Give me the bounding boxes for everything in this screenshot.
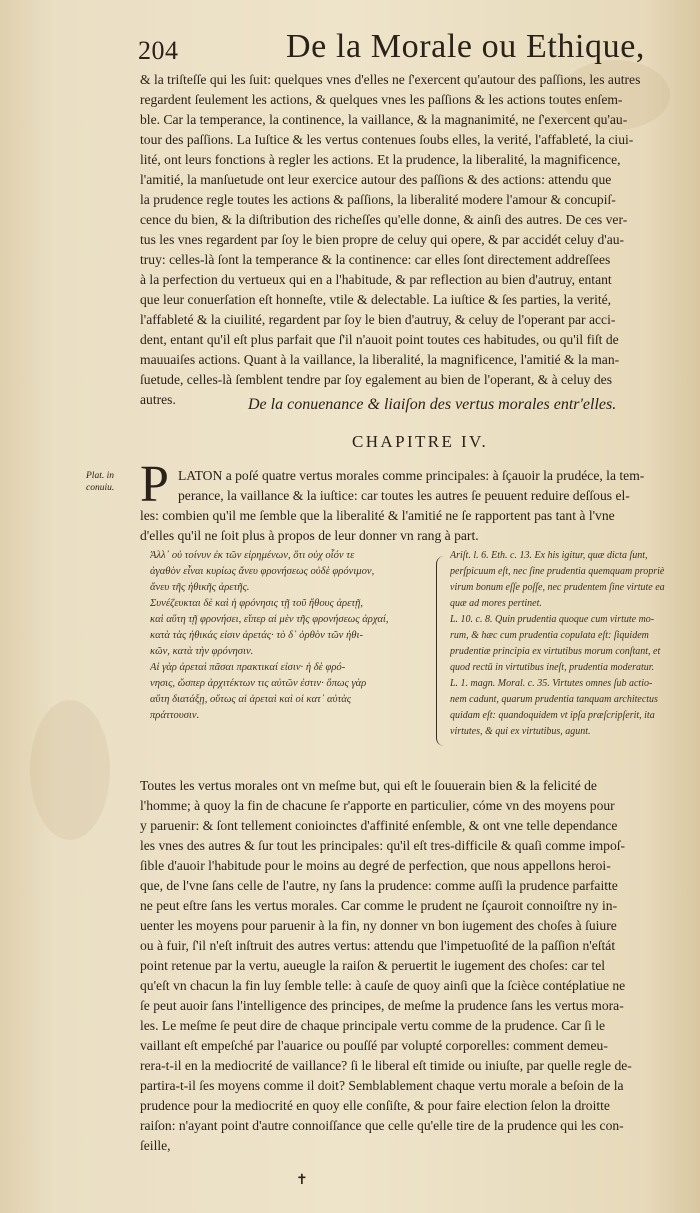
text-line: qu'eſt vn chacun la fin luy ſemble telle: à cauſe de quoy ainſi que la ſcièce contéplatiue ne	[140, 978, 626, 993]
text-line: Συνέζευκται δὲ καὶ ἡ φρόνησις τῇ τοῦ ἤθους ἀρετῇ,	[150, 598, 363, 609]
text-line: ne peut eſtre ſans les vertus morales. Car comme le prudent ne ſçauroit connoiſtre ny in-	[140, 898, 618, 913]
text-line: raiſon: n'ayant point d'autre connoiſſance que celle qu'elle tire de la prudence qui les con-	[140, 1118, 624, 1133]
text-line: que, de l'vne ſans celle de l'autre, ny ſans la prudence: comme auſſi la prudence parfaitte	[140, 878, 618, 893]
chapter-heading: CHAPITRE IV.	[352, 432, 489, 451]
text-line: prudentiæ principia ex virtutibus morum conſtant, et	[450, 646, 661, 657]
text-line: ſe peut auoir ſans l'intelligence des principes, de meſme la prudence ſans les vertus mora-	[140, 998, 624, 1013]
text-line: y paruenir: & ſont tellement conioinctes d'affinité enſemble, & ont vne telle dependance	[140, 818, 618, 833]
text-line: les. Le meſme ſe peut dire de chaque principale vertu comme de la prudence. Car ſi le	[140, 1018, 606, 1033]
text-line: ſeille,	[140, 1138, 171, 1153]
text-line: uenter les moyens pour paruenir à la fin, ny donner vn bon iugement des choſes à ſuiure	[140, 918, 617, 933]
text-line: πράττουσιν.	[150, 710, 200, 721]
text-line: tus les vnes regardent par ſoy le bien propre de celuy qui opere, & par accidét celuy d'au-	[140, 232, 625, 247]
text-line: nem cadunt, quarum prudentia tanquam architectus	[450, 694, 658, 705]
text-line: point retenue par la vertu, aueugle la raiſon & peruertit le iugement des choſes: car tel	[140, 958, 606, 973]
text-line: Αἱ γὰρ ἀρεταὶ πᾶσαι πρακτικαί εἰσιν· ἡ δὲ φρό-	[150, 662, 346, 673]
text-line: l'amitié, la manſuetude ont leur exercice autour des paſſions & des actions: attendu que	[140, 172, 612, 187]
text-line: νησις, ὥσπερ ἀρχιτέκτων τις αὐτῶν ἐστιν· ὅπως γὰρ	[150, 678, 367, 689]
text-line: perſpicuum eſt, nec ſine prudentia quemquam propriè	[450, 566, 665, 577]
text-line: Toutes les vertus morales ont vn meſme but, qui eſt le ſouuerain bien & la felicité de	[140, 778, 597, 793]
text-line: que leur conuerſation eſt honneſte, vtile & delectable. La iuſtice & ſes parties, la verité,	[140, 292, 612, 307]
text-line: les vnes des autres & ſur tout les principales: qu'il eſt tres-difficile & quaſi comme impoſ-	[140, 838, 626, 853]
text-line: ἀγαθὸν εἶναι κυρίως ἄνευ φρονήσεως οὐδὲ φρόνιμον,	[150, 566, 375, 577]
text-line: virum bonum eſſe poſſe, nec prudentem ſine virtute ea	[450, 582, 665, 593]
page-number: 204	[138, 36, 179, 65]
text-line: αὕτη διατάξῃ, οὕτως αἱ ἀρεταὶ καὶ οἱ κατ᾽ αὐτὰς	[150, 694, 352, 705]
margin-note: Plat. in conuiu.	[86, 471, 115, 493]
text-line: & la triſteſſe qui les ſuit: quelques vnes d'elles ne ſ'exercent qu'autour des paſſions, les autres	[140, 72, 641, 87]
text-line: quidam eſt: quandoquidem vt ipſa præſcripſerit, ita	[450, 710, 655, 721]
text-line: quod rectū in virtutibus ineſt, prudentia moderatur.	[450, 662, 655, 673]
text-line: truy: celles-là ſont la temperance & la continence: car elles ſont directement addreſſees	[140, 252, 611, 267]
text-line: ble. Car la temperance, la continence, la vaillance, & la magnanimité, ne ſ'exercent qu'au-	[140, 112, 628, 127]
text-line: à la perfection du vertueux qui en a l'habitude, & par reflection au bien d'autruy, entant	[140, 272, 612, 287]
paragraph-3	[140, 776, 686, 1156]
running-title: De la Morale ou Ethique,	[286, 28, 646, 65]
text-line: vaillant eſt empeſché par l'auarice ou pouſſé par volupté corporelles: comment demeu-	[140, 1038, 608, 1053]
drop-cap: P	[140, 456, 169, 513]
text-line: rum, & hæc cum prudentia copulata eſt: ſiquidem	[450, 630, 649, 641]
text-line: regardent ſeulement les actions, & quelques vnes les paſſions & les actions toutes enſem-	[140, 92, 623, 107]
paragraph-1	[140, 70, 686, 410]
text-line: κῶν, κατὰ τὴν φρόνησιν.	[150, 646, 254, 657]
text-line: les: combien qu'il me ſemble que la liberalité & l'amitié ne ſe rapportent pas tant à l'vne	[140, 508, 615, 523]
text-line: l'homme; à quoy la fin de chacune ſe r'apporte en particulier, cóme vn des moyens pour	[140, 798, 615, 813]
text-line: lité, ont leurs fonctions à regler les actions. Et la prudence, la liberalité, la magnificence,	[140, 152, 621, 167]
printer-ornament: ✝	[296, 1173, 308, 1188]
text-line: mauuaiſes actions. Quant à la vaillance, la liberalité, la magnificence, l'amitié & la man-	[140, 352, 620, 367]
greek-quotation	[150, 548, 432, 724]
text-line: καὶ αὕτη τῇ φρονήσει, εἴπερ αἱ μὲν τῆς φρονήσεως ἀρχαί,	[150, 614, 389, 625]
text-line: Ariſt. l. 6. Eth. c. 13. Ex his igitur, quæ dicta ſunt,	[450, 550, 648, 561]
text-line: cence du bien, & la diſtribution des richeſſes qu'elle donne, & ainſi des autres. De ces ver-	[140, 212, 628, 227]
text-line: Ἀλλ᾽ οὐ τοίνυν ἐκ τῶν εἰρημένων, ὅτι οὐχ οἷόν τε	[150, 550, 355, 561]
text-line: quæ ad mores pertinet.	[450, 598, 542, 609]
text-line: la prudence regle toutes les actions & paſſions, la liberalité modere l'amour & concupiſ-	[140, 192, 616, 207]
text-line: ou à fuir, ſ'il n'eſt inſtruit des autres vertus: attendu que l'impetuoſité de la paſſion n'eſtát	[140, 938, 616, 953]
text-line: autres.	[140, 392, 176, 407]
text-line: perance, la vaillance & la iuſtice: car toutes les autres ſe peuuent reduire deſſous el-	[178, 488, 630, 503]
text-line: κατὰ τὰς ἠθικάς εἰσιν ἀρετάς· τὸ δ᾽ ὀρθὸν τῶν ἠθι-	[150, 630, 363, 641]
text-line: virtutes, & qui ex virtutibus, agunt.	[450, 726, 591, 737]
paper-stain	[30, 700, 110, 840]
text-line: tour des paſſions. La Iuſtice & les vertus contenues ſoubs elles, la verité, l'affableté, la ciui-	[140, 132, 634, 147]
text-line: dent, entant qu'il eſt plus parfait que ſ'il n'auoit point toutes ces habitudes, ou qu'il fiſt de	[140, 332, 619, 347]
text-line: l'affableté & la ciuilité, regardent par ſoy le bien d'autruy, & celuy de l'operant par acci-	[140, 312, 616, 327]
text-line: L. 1. magn. Moral. c. 35. Virtutes omnes ſub actio-	[450, 678, 653, 689]
text-line: rera-t-il en la mediocrité de vaillance? ſi le liberal eſt timide ou iniuſte, par quelle regle de-	[140, 1058, 632, 1073]
text-line: partira-t-il ſes moyens comme il doit? Semblablement chaque vertu morale a beſoin de la	[140, 1078, 624, 1093]
bracket-divider	[436, 556, 447, 746]
text-line: ſuetude, celles-là ſemblent tendre par ſoy egalement au bien de l'operant, & à celuy des	[140, 372, 612, 387]
latin-quotation	[450, 548, 690, 740]
text-line: ſible d'auoir l'habitude pour le moins au degré de perfection, que nous appellons heroi-	[140, 858, 611, 873]
text-line: d'elles qu'il ne ſoit plus à propos de leur donner vn rang à part.	[140, 528, 479, 543]
paragraph-2	[140, 466, 686, 546]
text-line: L. 10. c. 8. Quin prudentia quoque cum virtute mo-	[450, 614, 655, 625]
text-line: prudence pour la mediocrité en quoy elle conſiſte, & pour faire election ſelon la droitte	[140, 1098, 610, 1113]
text-line: ἄνευ τῆς ἠθικῆς ἀρετῆς.	[150, 582, 250, 593]
text-line: LATON a poſé quatre vertus morales comme principales: à ſçauoir la prudéce, la tem-	[178, 468, 645, 483]
section-title: De la conuenance & liaiſon des vertus morales entr'elles.	[248, 396, 617, 413]
